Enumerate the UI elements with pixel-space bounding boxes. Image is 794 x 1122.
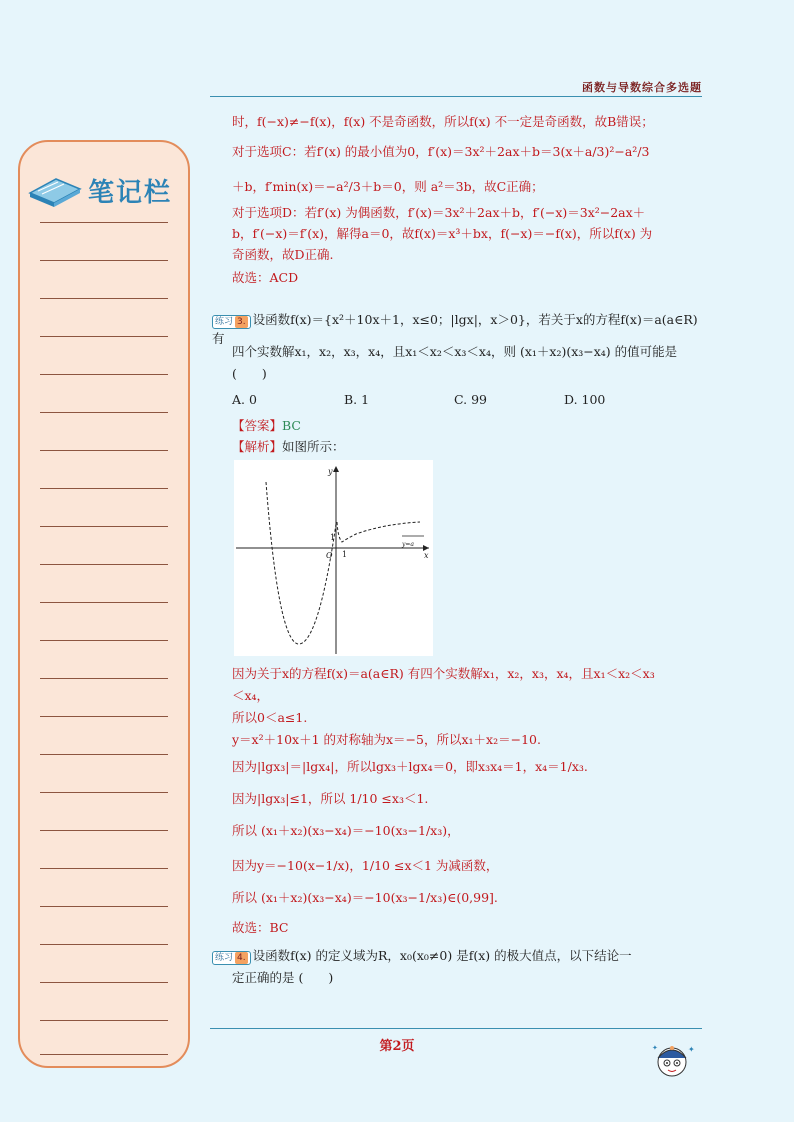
note-line [40, 450, 168, 451]
footer-divider [210, 1028, 702, 1029]
analysis-text: 如图所示： [282, 439, 345, 454]
solution-line: 所以0＜a≤1. [232, 710, 308, 725]
note-line [40, 868, 168, 869]
exercise-badge: 练习 4. [212, 951, 251, 965]
svg-text:✦: ✦ [652, 1044, 658, 1052]
notes-panel [18, 140, 190, 1068]
note-line [40, 716, 168, 717]
note-line [40, 906, 168, 907]
option-d: D. 100 [564, 392, 606, 407]
option-b: B. 1 [344, 392, 370, 407]
note-line [40, 488, 168, 489]
note-line [40, 602, 168, 603]
note-line [40, 640, 168, 641]
analysis-label: 【解析】 [232, 439, 283, 454]
note-line [40, 1020, 168, 1021]
note-line [40, 678, 168, 679]
solution-line: 因为|lgx₃|＝|lgx₄|，所以lgx₃＋lgx₄＝0，即x₃x₄＝1，x₄＝1/x₃. [232, 759, 588, 774]
note-line [40, 222, 168, 223]
exercise-3-stem-2: 四个实数解x₁，x₂，x₃，x₄，且x₁＜x₂＜x₃＜x₄，则 (x₁＋x₂)(x₃−x₄) 的值可能是 [232, 344, 678, 359]
exercise-3-stem: 练习 3. 设函数f(x)＝{x²＋10x＋1，x≤0；|lgx|，x＞0}，若关于x的方程f(x)＝a(a∈R) 有 [212, 312, 698, 346]
note-line [40, 374, 168, 375]
answer-line: 故选：BC [232, 920, 289, 935]
solution-line: 因为y＝−10(x−1/x)，1/10 ≤x＜1 为减函数， [232, 858, 499, 873]
x-axis-label: x [424, 551, 429, 560]
y-axis-label: y [328, 467, 333, 476]
option-c: C. 99 [454, 392, 487, 407]
note-line [40, 830, 168, 831]
solution-line: b，f′(−x)＝f′(x)，解得a＝0，故f(x)＝x³＋bx，f(−x)＝−f(x)，所以f(x) 为 [232, 226, 653, 241]
note-line [40, 564, 168, 565]
header-title: 函数与导数综合多选题 [582, 81, 702, 94]
note-line [40, 260, 168, 261]
notes-title: 笔记栏 [88, 178, 173, 208]
solution-line: 所以 (x₁＋x₂)(x₃−x₄)＝−10(x₃−1/x₃)∈(0,99]. [232, 890, 498, 905]
note-line [40, 944, 168, 945]
solution-line: 奇函数，故D正确. [232, 247, 334, 262]
exercise-3-stem-3: ( ) [232, 366, 267, 381]
origin-label: O [326, 551, 333, 560]
exercise-4-stem: 练习 4. 设函数f(x) 的定义域为R，x₀(x₀≠0) 是f(x) 的极大值点，以下结论一 [212, 946, 704, 965]
notes-header [26, 172, 172, 209]
book-icon [26, 173, 84, 209]
solution-line: y＝x²＋10x＋1 的对称轴为x＝−5，所以x₁＋x₂＝−10. [232, 732, 541, 747]
solution-line: 对于选项C：若f′(x) 的最小值为0，f′(x)＝3x²＋2ax＋b＝3(x＋a/3)²−a²/3 [232, 144, 650, 159]
solution-line: 对于选项D：若f′(x) 为偶函数，f′(x)＝3x²＋2ax＋b，f′(−x)＝3x²−2ax＋ [232, 205, 646, 220]
log-curve [337, 522, 420, 542]
line-label: y=a [402, 541, 414, 548]
solution-line: ＋b，f′min(x)＝−a²/3＋b＝0，则 a²＝3b，故C正确； [232, 179, 544, 194]
x-one-label: 1 [342, 550, 348, 559]
solution-line: 因为|lgx₃|≤1，所以 1/10 ≤x₃＜1. [232, 791, 429, 806]
note-line [40, 298, 168, 299]
answer-label: 【答案】 [232, 418, 283, 433]
y-axis-arrow [333, 466, 339, 472]
exercise-badge: 练习 3. [212, 315, 251, 329]
solution-line: 时，f(−x)≠−f(x)，f(x) 不是奇函数，所以f(x) 不一定是奇函数，故B错误； [232, 114, 654, 129]
page-number: 第2页 [379, 1039, 415, 1054]
y-one-label: 1 [330, 533, 336, 542]
note-line [40, 1054, 168, 1055]
note-line [40, 982, 168, 983]
note-line [40, 336, 168, 337]
mascot-icon [648, 1038, 698, 1082]
answer-line: 故选：ACD [232, 270, 299, 285]
note-line [40, 412, 168, 413]
note-line [40, 526, 168, 527]
answer-value: BC [282, 418, 301, 433]
parabola-curve [266, 482, 336, 644]
function-graph [234, 460, 433, 656]
svg-text:✦: ✦ [688, 1045, 695, 1054]
solution-line: 因为关于x的方程f(x)＝a(a∈R) 有四个实数解x₁，x₂，x₃，x₄，且x₁＜x₂＜x₃ [232, 666, 655, 681]
solution-line: 所以 (x₁＋x₂)(x₃−x₄)＝−10(x₃−1/x₃)， [232, 823, 460, 838]
solution-line: ＜x₄， [232, 688, 270, 703]
option-a: A. 0 [232, 392, 257, 407]
exercise-4-stem-2: 定正确的是 ( ) [232, 970, 334, 985]
header-divider [210, 96, 702, 97]
note-line [40, 754, 168, 755]
note-line [40, 792, 168, 793]
